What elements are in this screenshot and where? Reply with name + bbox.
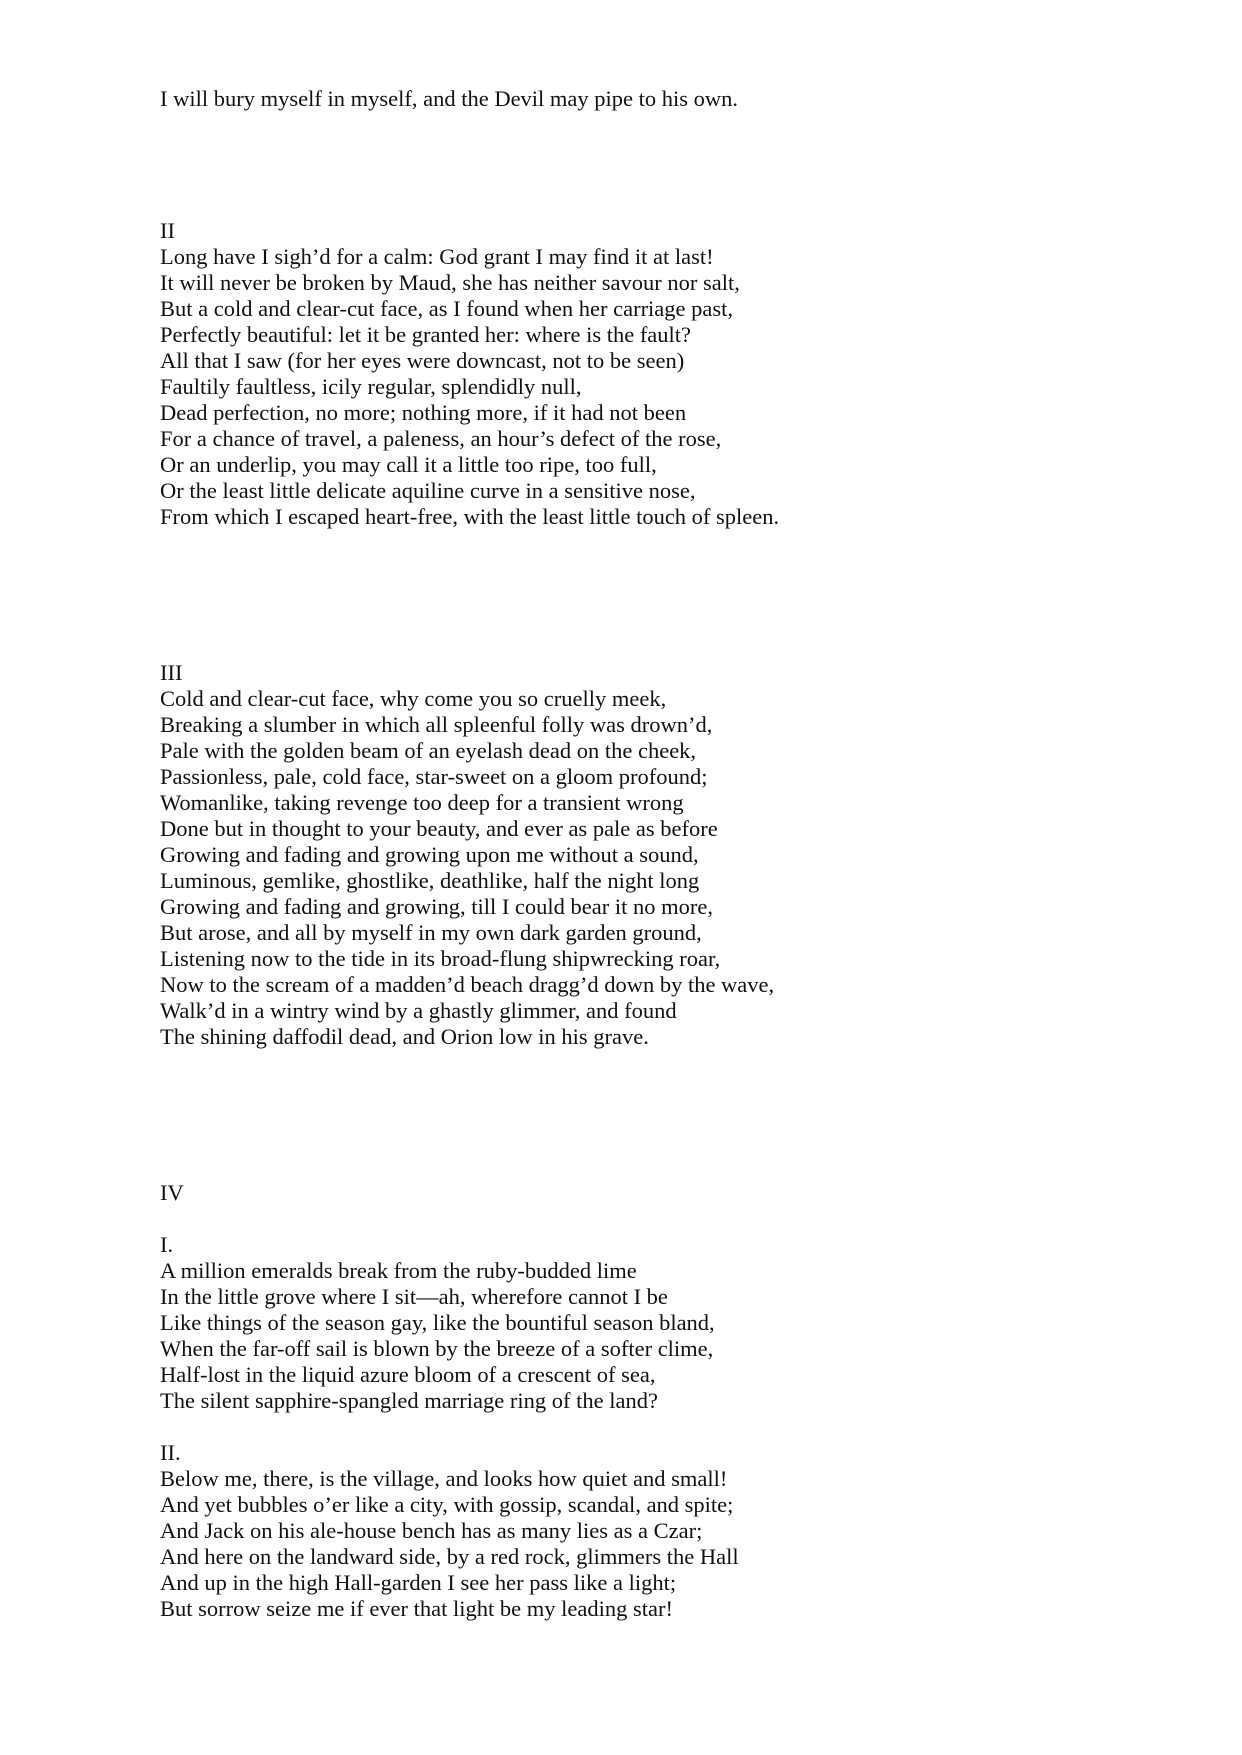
verse-line: And here on the landward side, by a red rock, glimmers the Hall — [160, 1544, 739, 1569]
verse-line: Walk’d in a wintry wind by a ghastly glimmer, and found — [160, 998, 677, 1023]
verse-line: And up in the high Hall-garden I see her pass like a light; — [160, 1570, 677, 1595]
verse-line: The silent sapphire-spangled marriage ring of the land? — [160, 1388, 658, 1413]
verse-line: Below me, there, is the village, and looks how quiet and small! — [160, 1466, 728, 1491]
verse-line: Done but in thought to your beauty, and ever as pale as before — [160, 816, 718, 841]
verse-line: Or the least little delicate aquiline curve in a sensitive nose, — [160, 478, 696, 503]
verse-line: Perfectly beautiful: let it be granted her: where is the fault? — [160, 322, 692, 347]
verse-line: Now to the scream of a madden’d beach dragg’d down by the wave, — [160, 972, 775, 997]
verse-line: Growing and fading and growing upon me without a sound, — [160, 842, 699, 867]
verse-line: Or an underlip, you may call it a little too ripe, too full, — [160, 452, 657, 477]
verse-line: Cold and clear-cut face, why come you so cruelly meek, — [160, 686, 667, 711]
stanza-label-ii: II. — [160, 1440, 181, 1465]
verse-line: Growing and fading and growing, till I could bear it no more, — [160, 894, 713, 919]
verse-line: Womanlike, taking revenge too deep for a transient wrong — [160, 790, 684, 815]
verse-line: Pale with the golden beam of an eyelash dead on the cheek, — [160, 738, 697, 763]
verse-line: A million emeralds break from the ruby-budded lime — [160, 1258, 637, 1283]
verse-line: But arose, and all by myself in my own dark garden ground, — [160, 920, 702, 945]
verse-line: Luminous, gemlike, ghostlike, deathlike, half the night long — [160, 868, 700, 893]
verse-line: When the far-off sail is blown by the breeze of a softer clime, — [160, 1336, 714, 1361]
verse-line: It will never be broken by Maud, she has neither savour nor salt, — [160, 270, 740, 295]
section-heading-iv: IV — [160, 1180, 184, 1205]
verse-line: From which I escaped heart-free, with the least little touch of spleen. — [160, 504, 780, 529]
verse-line: Breaking a slumber in which all spleenful folly was drown’d, — [160, 712, 713, 737]
verse-line: But sorrow seize me if ever that light be my leading star! — [160, 1596, 673, 1621]
verse-line: And Jack on his ale-house bench has as many lies as a Czar; — [160, 1518, 703, 1543]
stanza-label-i: I. — [160, 1232, 174, 1257]
verse-line: Passionless, pale, cold face, star-sweet on a gloom profound; — [160, 764, 708, 789]
opening-line: I will bury myself in myself, and the Devil may pipe to his own. — [160, 86, 739, 111]
verse-line: Like things of the season gay, like the bountiful season bland, — [160, 1310, 715, 1335]
verse-line: All that I saw (for her eyes were downcast, not to be seen) — [160, 348, 685, 373]
verse-line: Dead perfection, no more; nothing more, if it had not been — [160, 400, 687, 425]
section-heading-iii: III — [160, 660, 183, 685]
verse-line: Faultily faultless, icily regular, splendidly null, — [160, 374, 582, 399]
verse-line: The shining daffodil dead, and Orion low in his grave. — [160, 1024, 649, 1049]
section-heading-ii: II — [160, 218, 175, 243]
verse-line: Half-lost in the liquid azure bloom of a crescent of sea, — [160, 1362, 656, 1387]
verse-line: Long have I sigh’d for a calm: God grant I may find it at last! — [160, 244, 714, 269]
verse-line: But a cold and clear-cut face, as I found when her carriage past, — [160, 296, 734, 321]
verse-line: Listening now to the tide in its broad-flung shipwrecking roar, — [160, 946, 721, 971]
verse-line: For a chance of travel, a paleness, an hour’s defect of the rose, — [160, 426, 722, 451]
verse-line: In the little grove where I sit—ah, wherefore cannot I be — [160, 1284, 668, 1309]
verse-line: And yet bubbles o’er like a city, with gossip, scandal, and spite; — [160, 1492, 734, 1517]
